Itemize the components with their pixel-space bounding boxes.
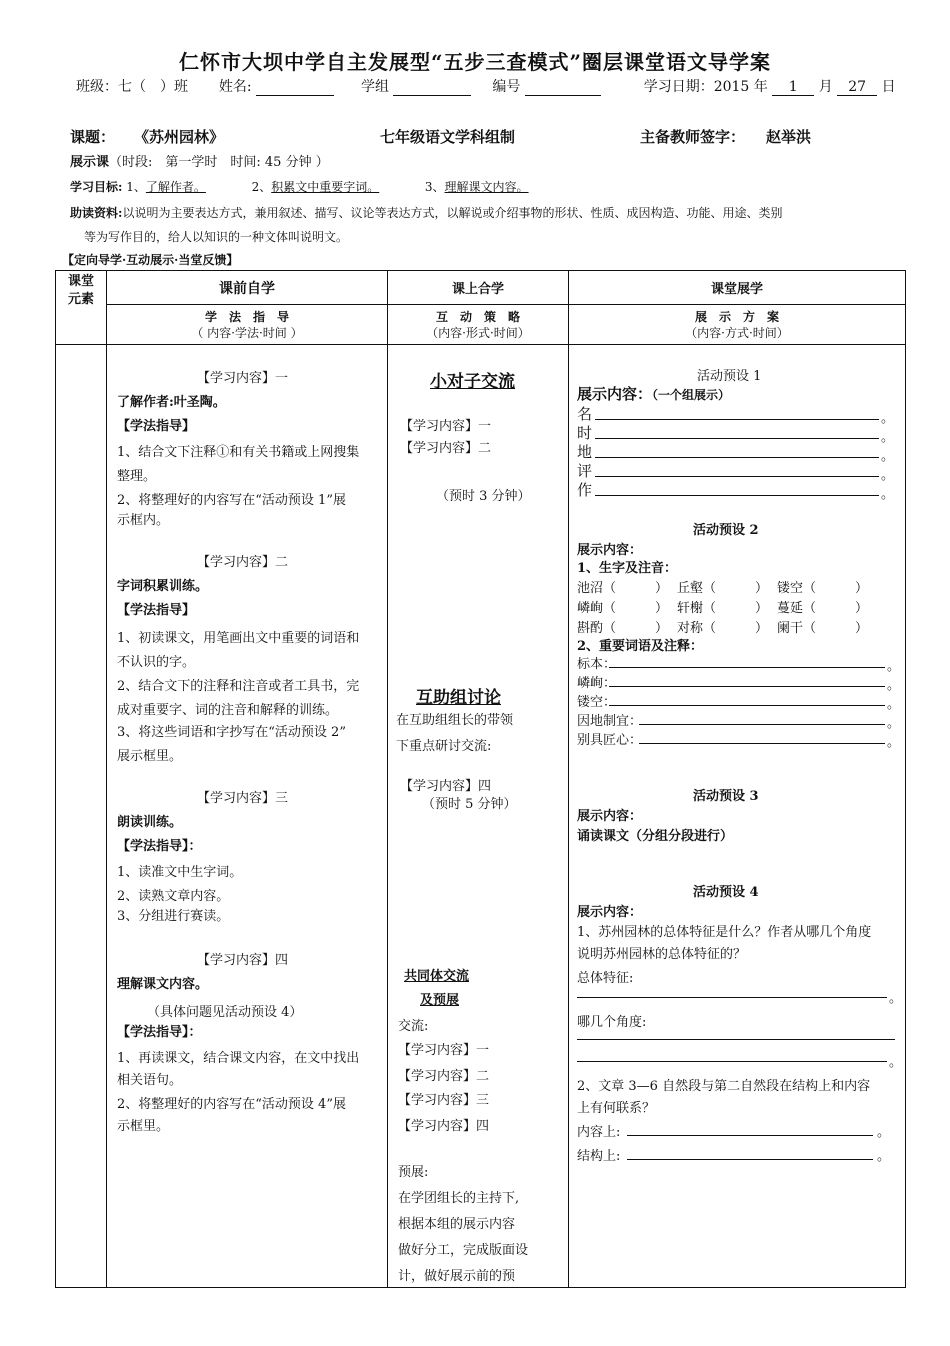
group-label: 学组 [360, 79, 389, 95]
a2-word-period: 。 [887, 697, 901, 712]
a2-word-label: 镂空： [577, 695, 617, 710]
student-info-row [76, 76, 896, 96]
date-month[interactable]: 1 [772, 79, 814, 96]
a1-item-label: 地 [577, 443, 593, 461]
s3-p1: 在学团组长的主持下, [398, 1191, 520, 1206]
a1-note: （一个组展示） [652, 388, 731, 402]
s3-l3: 【学习内容】三 [398, 1093, 490, 1108]
goal-3: 理解课文内容。 [444, 180, 529, 194]
class-label: 班级：七（ ）班 [76, 79, 188, 95]
c2-l3: 2、结合文下的注释和注音或者工具书，完 [117, 679, 360, 694]
col4-sub: 展 示 方 案 [694, 309, 779, 324]
material-text-2: 等为写作目的，给人以知识的一种文体叫说明文。 [84, 230, 349, 244]
a2-show: 展示内容： [577, 543, 643, 558]
a2-r2-0: 嶙峋（ ） [577, 601, 669, 616]
a4-f2-period: 。 [889, 1055, 903, 1070]
date-day[interactable]: 27 [837, 79, 877, 96]
a2-r2 [577, 597, 868, 616]
a4-f3-period: 。 [877, 1125, 891, 1140]
element-body-cell [56, 345, 107, 1288]
col3-header: 课上合学 [451, 282, 504, 297]
a4-show: 展示内容： [577, 905, 643, 920]
lesson-table [55, 270, 906, 1288]
s1-time: （预时 3 分钟） [436, 489, 531, 504]
c1-l2: 整理。 [117, 469, 157, 484]
a2-title: 活动预设 2 [693, 523, 759, 538]
a3-text: 诵读课文（分组分段进行） [577, 829, 734, 844]
a4-f1-line[interactable] [577, 997, 887, 998]
a1-item-line[interactable] [595, 457, 879, 458]
a2-word-period: 。 [887, 735, 901, 750]
a2-word-label: 因地制宜： [577, 714, 643, 729]
c1-title: 【学习内容】一 [197, 371, 289, 386]
a1-item-period: 。 [881, 468, 895, 483]
a1-item-line[interactable] [595, 495, 879, 496]
col2-body [107, 345, 388, 1288]
c2-head: 字词积累训练。 [117, 579, 209, 594]
a1-item-line[interactable] [595, 438, 879, 439]
s3-p2: 根据本组的展示内容 [398, 1217, 516, 1232]
s3-l1: 【学习内容】一 [398, 1043, 490, 1058]
c4-note: （具体问题见活动预设 4） [147, 1005, 303, 1020]
c4-title: 【学习内容】四 [197, 953, 289, 968]
a2-word-line[interactable] [609, 686, 885, 687]
sub-col3 [388, 305, 569, 345]
goal-2-num: 2、 [251, 180, 272, 194]
c4-guide: 【学法指导】： [117, 1025, 202, 1040]
a4-f2: 哪几个角度: [577, 1015, 647, 1030]
s1-title: 小对子交流 [430, 372, 515, 392]
c2-title: 【学习内容】二 [197, 555, 289, 570]
a2-r3-2: 阑干（ ） [777, 621, 869, 636]
s2-time: （预时 5 分钟） [422, 797, 517, 812]
goal-2: 积累文中重要字词。 [271, 180, 380, 194]
a1-item-period: 。 [881, 430, 895, 445]
s3-pre: 预展: [398, 1165, 429, 1180]
a4-f4-period: 。 [877, 1149, 891, 1164]
a4-f4-line[interactable] [627, 1159, 873, 1160]
col2-sub: 学 法 指 导 [204, 309, 289, 324]
c3-guide: 【学法指导】： [117, 839, 202, 854]
s2-l1: 在互助组组长的带领 [396, 713, 514, 728]
topic-label: 课题： [70, 128, 116, 146]
group-field[interactable] [393, 79, 471, 96]
a4-q1a: 1、苏州园林的总体特征是什么？作者从哪几个角度 [577, 925, 872, 940]
a1-item-period: 。 [881, 449, 895, 464]
c2-l6: 展示框里。 [117, 749, 183, 764]
date-day-unit: 日 [881, 79, 896, 95]
col2-header: 课前自学 [219, 280, 275, 297]
a4-q2a: 2、文章 3—6 自然段与第二自然段在结构上和内容 [577, 1079, 871, 1094]
c2-l1: 1、初读课文，用笔画出文中重要的词语和 [117, 631, 360, 646]
s3-l4: 【学习内容】四 [398, 1119, 490, 1134]
a2-word-line[interactable] [639, 724, 885, 725]
a3-show: 展示内容： [577, 809, 643, 824]
a2-word-period: 。 [887, 716, 901, 731]
a2-word-line[interactable] [639, 743, 885, 744]
name-label: 姓名: [218, 79, 252, 95]
a2-r1-0: 池沼（ ） [577, 581, 669, 596]
a1-item-period: 。 [881, 411, 895, 426]
c3-l3: 3、分组进行赛读。 [117, 909, 230, 924]
a1-item-line[interactable] [595, 476, 879, 477]
col4-header: 课堂展学 [710, 282, 763, 297]
s3-l2: 【学习内容】二 [398, 1069, 490, 1084]
s3-p3: 做好分工，完成版面设 [398, 1243, 529, 1258]
a2-sub1: 1、生字及注音： [577, 561, 678, 576]
a2-r3-0: 斟酌（ ） [577, 621, 669, 636]
c2-l4: 成对重要字、词的注音和解释的训练。 [117, 703, 339, 718]
col3-body [388, 345, 569, 1288]
s3-p4: 计，做好展示前的预 [398, 1269, 516, 1284]
goals-label: 学习目标: [70, 180, 123, 194]
s1-l2: 【学习内容】二 [400, 441, 492, 456]
c4-l3: 2、将整理好的内容写在“活动预设 4”展 [117, 1097, 346, 1112]
col3-sub2: （内容·形式·时间） [426, 325, 530, 340]
teacher-label: 主备教师签字： [640, 128, 746, 146]
a2-r1-1: 丘壑（ ） [677, 581, 769, 596]
c4-l1: 1、再读课文，结合课文内容，在文中找出 [117, 1051, 360, 1066]
header-col2 [107, 271, 388, 305]
teacher-name: 赵举洪 [766, 128, 812, 146]
c2-guide: 【学法指导】 [117, 603, 196, 618]
material-text-1: 以说明为主要表达方式，兼用叙述、描写、议论等表达方式，以解说或介绍事物的形状、性质、成因构造、功能、用途、类别 [122, 206, 783, 220]
material-line-1 [70, 204, 910, 221]
goal-1-num: 1、 [126, 180, 146, 194]
c1-head: 了解作者:叶圣陶。 [117, 395, 226, 410]
header-col3 [388, 271, 569, 305]
a2-r3 [577, 617, 868, 636]
a2-r2-1: 轩榭（ ） [677, 601, 769, 616]
a2-r3-1: 对称（ ） [677, 621, 769, 636]
a2-r1 [577, 577, 868, 596]
c1-guide: 【学法指导】 [117, 419, 196, 434]
a4-f1: 总体特征: [577, 971, 634, 986]
goal-3-num: 3、 [424, 180, 445, 194]
a4-f3-line[interactable] [627, 1135, 873, 1136]
s2-l2: 下重点研讨交流: [396, 739, 492, 754]
a1-item-period: 。 [881, 487, 895, 502]
a4-title: 活动预设 4 [693, 885, 759, 900]
a1-title: 活动预设 1 [697, 369, 762, 384]
a2-word-label: 标本： [577, 657, 617, 672]
a1-item-label: 评 [577, 462, 593, 480]
a1-item-line[interactable] [595, 419, 879, 420]
col3-sub: 互 动 策 略 [435, 309, 520, 324]
a2-word-line[interactable] [609, 705, 885, 706]
lesson-type: 展示课 [70, 155, 110, 170]
c2-l5: 3、将这些词语和字抄写在“活动预设 2” [117, 725, 346, 740]
s2-title: 互助组讨论 [416, 688, 501, 708]
c1-l4: 示框内。 [117, 513, 170, 528]
a1-show-row [577, 383, 730, 404]
a4-f2-line-1[interactable] [577, 1039, 895, 1040]
name-field[interactable] [256, 79, 334, 96]
a2-word-label: 嶙峋： [577, 676, 617, 691]
topic: 《苏州园林》 [134, 128, 225, 146]
sub-col2 [107, 305, 388, 345]
s3-title1: 共同体交流 [404, 969, 470, 984]
a2-r2-2: 蔓延（ ） [777, 601, 869, 616]
made-by: 七年级语文学科组制 [380, 128, 516, 146]
number-field[interactable] [525, 79, 601, 96]
c3-head: 朗读训练。 [117, 815, 183, 830]
a2-word-period: 。 [887, 678, 901, 693]
c1-l1: 1、结合文下注释①和有关书籍或上网搜集 [117, 445, 360, 460]
number-label: 编号 [492, 79, 521, 95]
s3-title2: 及预展 [420, 993, 460, 1008]
c3-l2: 2、读熟文章内容。 [117, 889, 230, 904]
a1-item-label: 作 [577, 481, 593, 499]
a3-title: 活动预设 3 [693, 789, 759, 804]
c3-l1: 1、读准文中生字词。 [117, 865, 243, 880]
lesson-time: （时段: 第一学时 时间: 45 分钟 ） [109, 155, 329, 170]
col4-sub2: （内容·方式·时间） [685, 325, 789, 340]
a1-item-label: 时 [577, 424, 593, 442]
c2-l2: 不认识的字。 [117, 655, 196, 670]
a2-r1-2: 镂空（ ） [777, 581, 869, 596]
a2-sub2: 2、重要词语及注释： [577, 639, 704, 654]
col2-sub2: （ 内容·学法·时间 ） [191, 325, 303, 340]
s2-l3: 【学习内容】四 [400, 779, 492, 794]
goal-1: 了解作者。 [145, 180, 206, 194]
a2-word-line[interactable] [609, 667, 885, 668]
s3-l0: 交流: [398, 1019, 429, 1034]
c4-l4: 示框里。 [117, 1119, 170, 1134]
header-element-cell [56, 271, 107, 345]
a4-f3: 内容上: [577, 1125, 621, 1140]
a2-word-label: 别具匠心： [577, 733, 643, 748]
a1-show: 展示内容： [577, 385, 653, 403]
date-label: 学习日期：2015 年 [643, 79, 768, 95]
col4-body [569, 345, 906, 1288]
sub-col4 [569, 305, 906, 345]
a4-f2-line-2[interactable] [577, 1061, 887, 1062]
c1-l3: 2、将整理好的内容写在“活动预设 1”展 [117, 493, 346, 508]
header-col4 [569, 271, 906, 305]
a4-f4: 结构上: [577, 1149, 621, 1164]
a4-f1-period: 。 [889, 991, 903, 1006]
c4-head: 理解课文内容。 [117, 977, 209, 992]
a1-item-label: 名 [577, 405, 593, 423]
date-month-unit: 月 [818, 79, 833, 95]
c4-l2: 相关语句。 [117, 1073, 183, 1088]
a4-q2b: 上有何联系？ [577, 1101, 656, 1116]
goals-row [70, 178, 529, 195]
s1-l1: 【学习内容】一 [400, 419, 492, 434]
col1-header: 课堂元素 [68, 274, 95, 307]
a4-q1b: 说明苏州园林的总体特征的？ [577, 947, 747, 962]
section-tag: 【定向导学·互动展示·当堂反馈】 [62, 253, 239, 267]
a2-word-period: 。 [887, 659, 901, 674]
lesson-type-row [70, 151, 329, 170]
page-title: 仁怀市大坝中学自主发展型“五步三查模式”圈层课堂语文导学案 [178, 50, 771, 74]
material-label: 助读资料: [70, 206, 123, 220]
c3-title: 【学习内容】三 [197, 791, 289, 806]
